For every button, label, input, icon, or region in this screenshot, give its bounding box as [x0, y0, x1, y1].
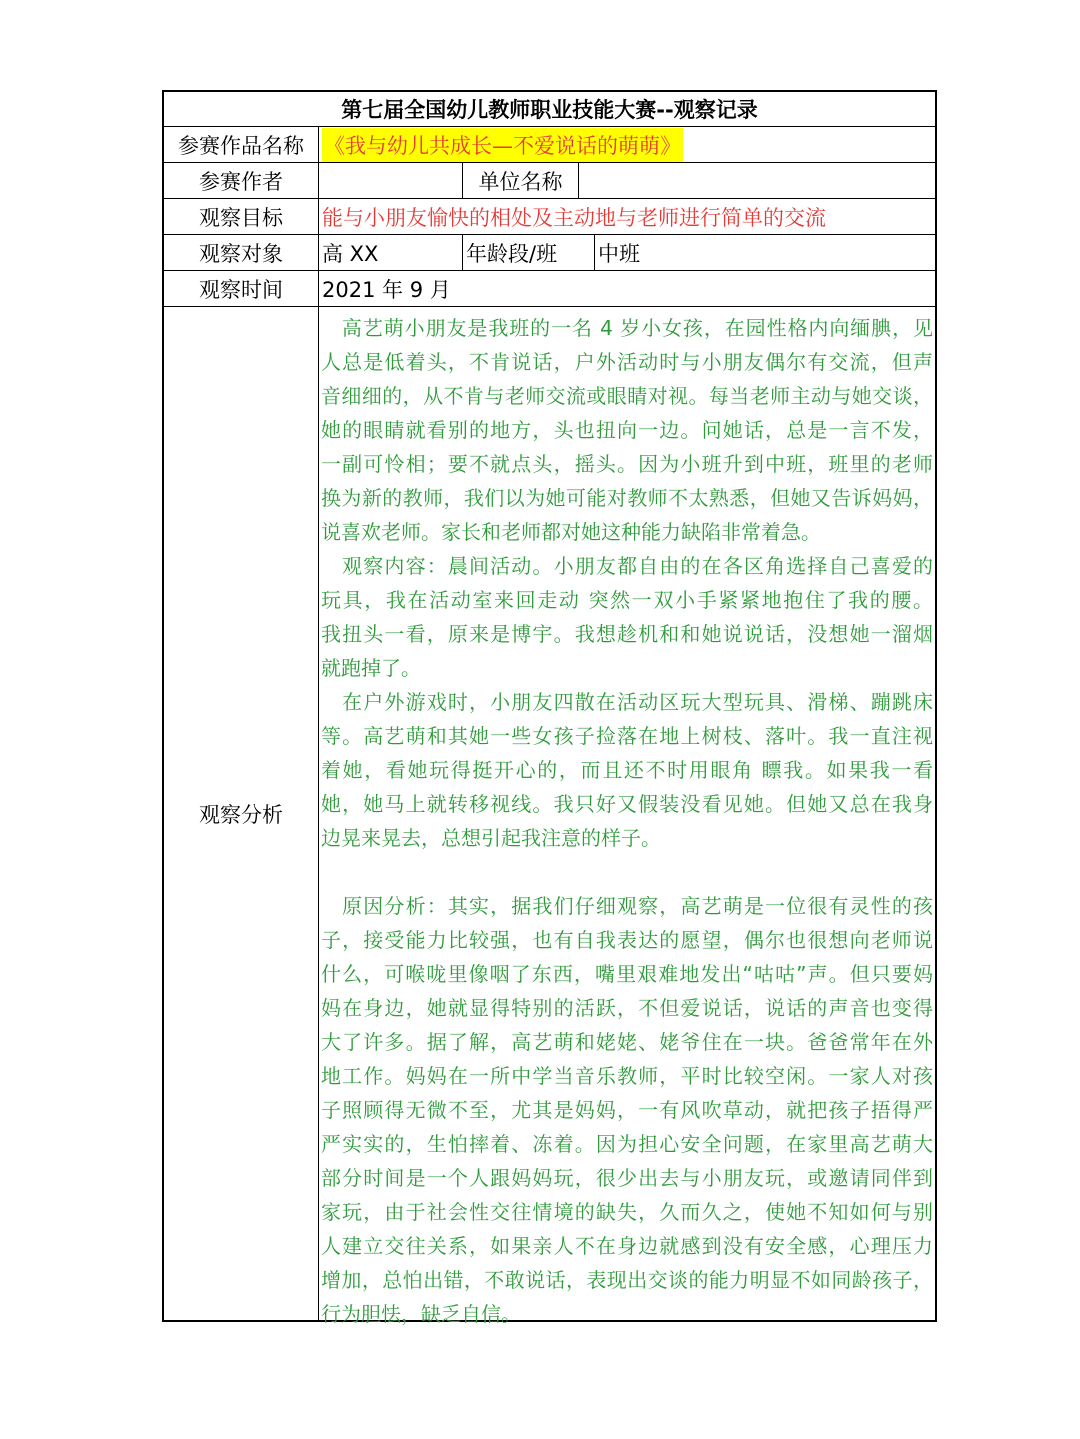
- subject-label: 观察对象: [199, 241, 283, 266]
- analysis-label: 观察分析: [199, 802, 283, 827]
- author-label: 参赛作者: [199, 169, 283, 194]
- analysis-line: 严实实的，生怕摔着、冻着。因为担心安全问题，在家里高艺萌大: [321, 1132, 933, 1156]
- analysis-line: 在户外游戏时，小朋友四散在活动区玩大型玩具、滑梯、蹦跳床: [321, 690, 933, 714]
- analysis-blank-line: [321, 855, 933, 889]
- analysis-line: 妈在身边，她就显得特别的活跃，不但爱说话，说话的声音也变得: [321, 996, 933, 1020]
- goal-value: 能与小朋友愉快的相处及主动地与老师进行简单的交流: [318, 199, 935, 234]
- work-name-cell: [318, 127, 935, 162]
- analysis-line: 我扭头一看，原来是博宇。我想趁机和和她说说话，没想她一溜烟: [321, 622, 933, 646]
- analysis-line: 增加，总怕出错，不敢说话，表现出交谈的能力明显不如同龄孩子，: [321, 1268, 933, 1292]
- analysis-line: 原因分析：其实，据我们仔细观察，高艺萌是一位很有灵性的孩: [321, 894, 933, 918]
- analysis-line: 等。高艺萌和其她一些女孩子捡落在地上树枝、落叶。我一直注视: [321, 724, 933, 748]
- goal-label: 观察目标: [199, 205, 283, 230]
- analysis-line: 家玩，由于社会性交往情境的缺失，久而久之，使她不知如何与别: [321, 1200, 933, 1224]
- title-row: [164, 92, 935, 127]
- unit-label: 单位名称: [462, 163, 578, 198]
- subject-value: 高 XX: [318, 235, 462, 270]
- table-title: 第七届全国幼儿教师职业技能大赛--观察记录: [341, 98, 758, 122]
- analysis-line: 高艺萌小朋友是我班的一名 4 岁小女孩，在园性格内向缅腆，见: [321, 316, 933, 340]
- analysis-line: 着她，看她玩得挺开心的，而且还不时用眼角 瞟我。如果我一看: [321, 758, 933, 782]
- time-label: 观察时间: [199, 277, 283, 302]
- unit-value: [578, 163, 935, 198]
- time-row: [164, 271, 935, 307]
- analysis-line: 说喜欢老师。家长和老师都对她这种能力缺陷非常着急。: [321, 520, 821, 544]
- goal-row: [164, 199, 935, 235]
- analysis-line: 观察内容：晨间活动。小朋友都自由的在各区角选择自己喜爱的: [321, 554, 933, 578]
- analysis-line: 行为胆怯，缺乏自信。: [321, 1302, 521, 1326]
- work-name-value: 《我与幼儿共成长—不爱说话的萌萌》: [322, 128, 683, 162]
- analysis-line: 她，她马上就转移视线。我只好又假装没看见她。但她又总在我身: [321, 792, 933, 816]
- analysis-line: 换为新的教师，我们以为她可能对教师不太熟悉，但她又告诉妈妈，: [321, 486, 933, 510]
- analysis-line: 地工作。妈妈在一所中学当音乐教师，平时比较空闲。一家人对孩: [321, 1064, 933, 1088]
- analysis-line: 部分时间是一个人跟妈妈玩，很少出去与小朋友玩，或邀请同伴到: [321, 1166, 933, 1190]
- analysis-line: 大了许多。据了解，高艺萌和姥姥、姥爷住在一块。爸爸常年在外: [321, 1030, 933, 1054]
- analysis-row: [164, 307, 935, 1326]
- analysis-line: 她的眼睛就看别的地方，头也扭向一边。问她话，总是一言不发，: [321, 418, 933, 442]
- analysis-line: 子，接受能力比较强，也有自我表达的愿望，偶尔也很想向老师说: [321, 928, 933, 952]
- time-value: 2021 年 9 月: [318, 271, 935, 306]
- analysis-line: 子照顾得无微不至，尤其是妈妈，一有风吹草动，就把孩子捂得严: [321, 1098, 933, 1122]
- subject-row: [164, 235, 935, 271]
- analysis-text: [318, 307, 935, 1326]
- analysis-line: 边晃来晃去，总想引起我注意的样子。: [321, 826, 661, 850]
- analysis-line: 人总是低着头，不肯说话，户外活动时与小朋友偶尔有交流，但声: [321, 350, 933, 374]
- analysis-line: 音细细的，从不肯与老师交流或眼睛对视。每当老师主动与她交谈，: [321, 384, 933, 408]
- analysis-line: 玩具，我在活动室来回走动 突然一双小手紧紧地抱住了我的腰。: [321, 588, 933, 612]
- observation-record-table: [162, 90, 937, 1326]
- analysis-line: 人建立交往关系，如果亲人不在身边就感到没有安全感，心理压力: [321, 1234, 933, 1258]
- analysis-line: 什么，可喉咙里像咽了东西，嘴里艰难地发出“咕咕”声。但只要妈: [321, 962, 933, 986]
- author-value: [318, 163, 462, 198]
- work-name-label: 参赛作品名称: [178, 133, 304, 158]
- work-name-row: [164, 127, 935, 163]
- age-value: 中班: [594, 235, 935, 270]
- analysis-line: 一副可怜相；要不就点头，摇头。因为小班升到中班，班里的老师: [321, 452, 933, 476]
- author-row: [164, 163, 935, 199]
- age-label: 年龄段/班: [462, 235, 594, 270]
- analysis-line: 就跑掉了。: [321, 656, 421, 680]
